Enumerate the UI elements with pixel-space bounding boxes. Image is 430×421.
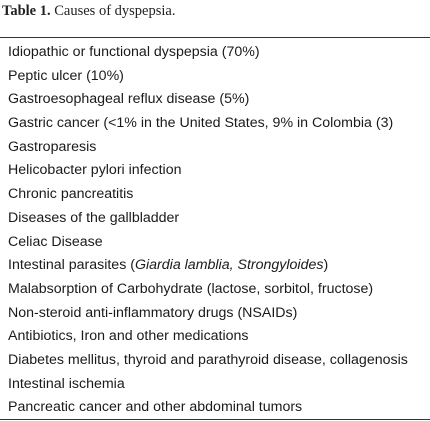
table-row — [8, 254, 426, 278]
table-row: Gastric cancer (<1% in the United States, 9% in Colombia (3) — [8, 115, 394, 132]
table-row: Intestinal ischemia — [8, 375, 125, 392]
table-row-text: Intestinal parasites ( — [8, 257, 135, 274]
table-row: Gastroesophageal reflux disease (5%) — [8, 91, 250, 108]
table-caption-label: Table 1. — [2, 3, 51, 19]
table-row: Celiac Disease — [8, 233, 103, 250]
table-row: Idiopathic or functional dyspepsia (70%) — [8, 44, 260, 60]
table-row: Antibiotics, Iron and other medications — [8, 328, 249, 345]
table-row: Chronic pancreatitis — [8, 186, 134, 203]
table-row: Peptic ulcer (10%) — [8, 67, 124, 84]
table-row: Diabetes mellitus, thyroid and parathyroid disease, collagenosis — [8, 351, 408, 368]
table-row: Helicobacter pylori infection — [8, 162, 182, 179]
table-row-italic-text: Giardia lamblia, Strongyloides — [134, 257, 324, 274]
table-caption-title: Causes of dyspepsia. — [54, 3, 176, 19]
table-bottom-rule — [0, 419, 430, 420]
table-caption — [2, 3, 175, 20]
table-row-text: ) — [323, 257, 329, 274]
table-row: Malabsorption of Carbohydrate (lactose, sorbitol, fructose) — [8, 280, 374, 297]
table-row: Diseases of the gallbladder — [8, 209, 180, 226]
table-row: Non-steroid anti-inflammatory drugs (NSAIDs) — [8, 304, 298, 321]
table-top-rule — [0, 37, 430, 38]
table-row: Gastroparesis — [8, 138, 97, 155]
table-row: Pancreatic cancer and other abdominal tumors — [8, 399, 303, 416]
table-body — [8, 41, 426, 420]
